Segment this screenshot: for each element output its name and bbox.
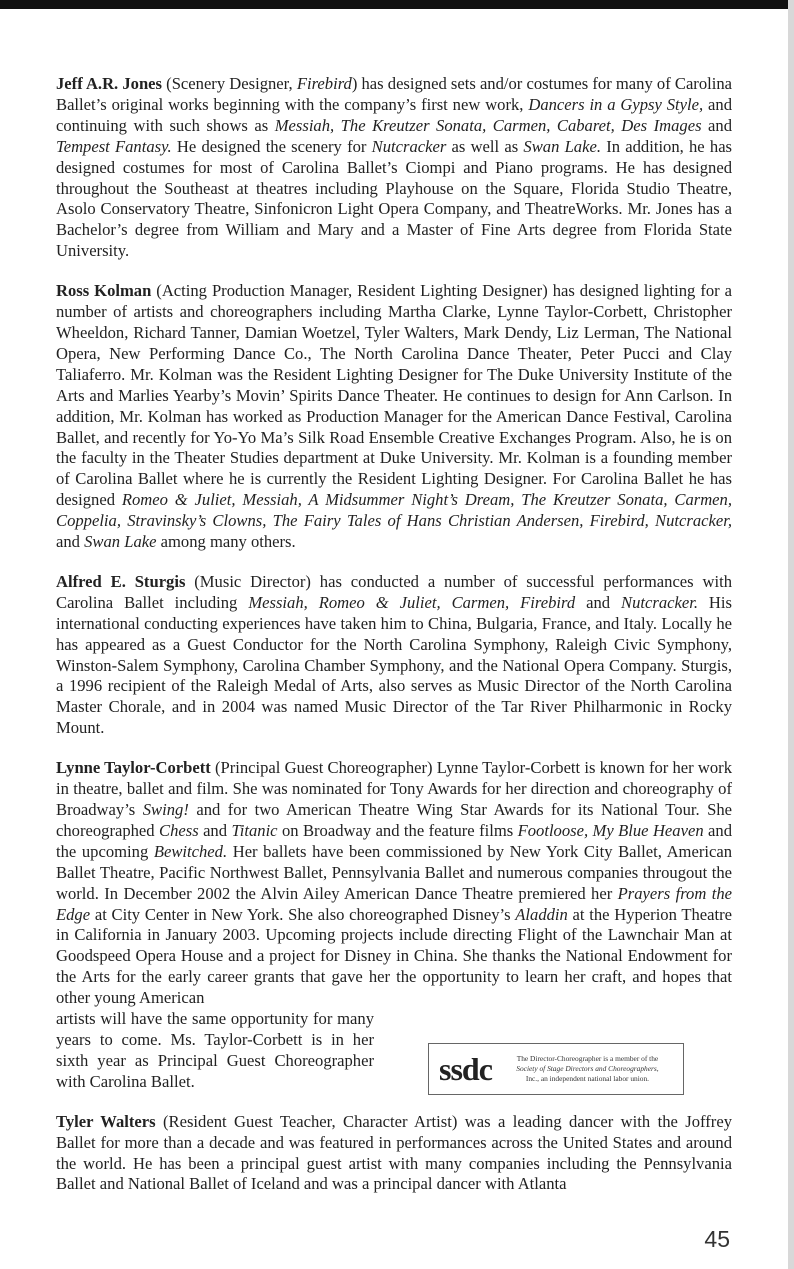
ssdc-notice xyxy=(428,1043,684,1095)
bio-title-italic: Nutcracker. xyxy=(621,592,698,612)
bio-text: His international conducting experiences have taken him to China, Bulgaria, France, and Italy. Locally he has appeared as a Guest Conductor for the North Carolina Symphony, Raleigh Civic Symphony, Winston-Salem Symphony, Carolina Chamber Symphony, and the National Opera Company. Sturgis, a 1996 recipient of the Raleigh Medal of Arts, also serves as Music Director of the North Carolina Master Chorale, and in 2004 was named Music Director of the Tar River Philharmonic in Rocky Mount. xyxy=(56,592,732,738)
ssdc-note-line-1: The Director-Choreographer is a member of the xyxy=(516,1054,659,1063)
bio-title-italic: Bewitched. xyxy=(153,841,228,861)
ssdc-note-line-3: Inc., an independent national labor union. xyxy=(525,1074,650,1083)
bio-text: In addition, he has designed costumes for most of Carolina Ballet’s Ciompi and Piano programs. He has designed throughout the Southeast at theatres including Playhouse on the Square, Florida Studio Theatre, Asolo Conservatory Theatre, Sinfonicron Light Opera Company, and TheatreWorks. Mr. Jones has a Bachelor’s degree from William and Mary and a Master of Fine Arts degree from Florida State University. xyxy=(56,136,733,261)
bio-text: on Broadway and the feature films xyxy=(277,820,518,840)
bio-title-italic: Chess xyxy=(159,820,199,840)
bio-text: and for two American Theatre Wing Star Awards for its National Tour. She choreographed xyxy=(56,800,732,840)
bio-text-narrow: artists will have the same opportunity for many years to come. Ms. Taylor-Corbett is in her sixth year as Principal Guest Choreographer with Carolina Ballet. xyxy=(56,1009,374,1091)
bio-title-italic: Firebird xyxy=(296,74,352,93)
bio-text: (Resident Guest Teacher, Character Artist) was a leading dancer with the Joffrey Ballet for more than a decade and was featured in performances across the United States and around the world. He has been a principal guest artist with many companies including the Pennsylvania Ballet and National Ballet of Iceland and was a principal dancer with Atlanta xyxy=(56,1111,732,1194)
bio-text: and xyxy=(56,532,85,552)
page-right-edge xyxy=(788,0,794,1269)
bio-paragraph xyxy=(56,281,732,553)
bio-title-italic: Messiah, The Kreutzer Sonata, Carmen, Cabaret, Des Images xyxy=(274,115,702,135)
bio-title-italic: Swing! xyxy=(142,800,189,819)
bio-title-italic: Romeo & Juliet, Messiah, A Midsummer Night’s Dream, The Kreutzer Sonata, Carmen, Coppelia, Stravinsky’s Clowns, The Fairy Tales of Hans Christian Andersen, Firebird, Nutcracker, xyxy=(56,490,732,531)
bio-paragraph xyxy=(56,1112,732,1196)
bio-text: and xyxy=(701,115,733,135)
ssdc-logo: ssdc xyxy=(439,1051,492,1087)
bio-text: ) has designed sets and/or costumes for many of Carolina Ballet’s original works beginning with the company’s first new work, xyxy=(56,74,733,114)
bio-title-italic: Swan Lake. xyxy=(523,136,601,156)
bio-name: Alfred E. Sturgis xyxy=(56,571,186,591)
bio-title-italic: Prayers from the Edge xyxy=(56,883,732,924)
bio-text: among many others. xyxy=(156,532,296,552)
ssdc-note xyxy=(498,1054,683,1084)
bio-name: Ross Kolman xyxy=(56,281,152,301)
bio-title-italic: Footloose, My Blue Heaven xyxy=(517,820,704,840)
bio-title-italic: Titanic xyxy=(231,820,278,840)
bio-text: and the upcoming xyxy=(56,820,732,861)
bio-paragraph xyxy=(56,572,732,739)
bio-text: (Acting Production Manager, Resident Lighting Designer) has designed lighting for a number of artists and choreographers including Martha Clarke, Lynne Taylor-Corbett, Christopher Wheeldon, Richard Tanner, Damian Woetzel, Tyler Walters, Mark Dendy, Liz Lerman, The National Opera, New Performing Dance Co., The North Carolina Dance Theater, Peter Pucci and Clay Taliaferro. Mr. Kolman was the Resident Lighting Designer for The Duke University Institute of the Arts and Marlies Yearby’s Movin’ Spirits Dance Theater. He continues to design for Ann Carlson. In addition, Mr. Kolman has worked as Production Manager for the American Dance Festival, Carolina Ballet, and recently for Yo-Yo Ma’s Silk Road Ensemble Creative Exchanges Program. Also, he is on the faculty in the Theater Studies department at Duke University. Mr. Kolman is a founding member of Carolina Ballet where he is currently the Resident Lighting Designer. For Carolina Ballet he has designed xyxy=(56,281,732,510)
bio-title-italic: Dancers in a Gypsy Style, xyxy=(528,94,704,114)
bio-title-italic: Swan Lake xyxy=(84,532,157,552)
bio-text: (Principal Guest Choreographer) Lynne Taylor-Corbett is known for her work in theatre, ballet and film. She was nominated for Tony Awards for her direction and choreography of Broadway’s xyxy=(56,758,732,819)
bio-name: Jeff A.R. Jones xyxy=(56,74,163,93)
ssdc-note-line-2: Society of Stage Directors and Choreographers, xyxy=(516,1064,659,1073)
bio-title-italic: Aladdin xyxy=(515,904,568,924)
bio-text: (Scenery Designer, xyxy=(162,74,297,93)
bio-name: Lynne Taylor-Corbett xyxy=(56,758,211,778)
bio-text: and xyxy=(575,592,622,612)
page-number: 45 xyxy=(704,1226,730,1252)
page-top-edge xyxy=(0,0,794,9)
bio-title-italic: Messiah, Romeo & Juliet, Carmen, Firebird xyxy=(248,592,576,612)
bio-text: Her ballets have been commissioned by New York City Ballet, American Ballet Theatre, Pacific Northwest Ballet, Pennsylvania Ballet and numerous companies througout the world. In December 2002 the Alvin Ailey American Dance Theatre premiered her xyxy=(56,841,732,903)
bio-text: He designed the scenery for xyxy=(171,136,372,156)
bio-name: Tyler Walters xyxy=(56,1111,156,1131)
bio-text: at City Center in New York. She also choreographed Disney’s xyxy=(90,904,516,924)
bio-title-italic: Tempest Fantasy. xyxy=(56,136,172,156)
bio-text: at the Hyperion Theatre in California in January 2003. Upcoming projects include directing Flight of the Lawnchair Man at Goodspeed Opera House and a project for Disney in China. She thanks the National Endowment for the Arts for the early career grants that gave her the opportunity to learn her craft, and hopes that other young American xyxy=(56,904,732,1008)
bio-text: and xyxy=(198,820,232,840)
bio-text: and continuing with such shows as xyxy=(56,94,733,135)
bio-paragraph xyxy=(56,74,732,262)
bio-title-italic: Nutcracker xyxy=(371,136,447,156)
bio-text: as well as xyxy=(446,136,524,156)
bio-text: (Music Director) has conducted a number of successful performances with Carolina Ballet including xyxy=(56,571,732,612)
